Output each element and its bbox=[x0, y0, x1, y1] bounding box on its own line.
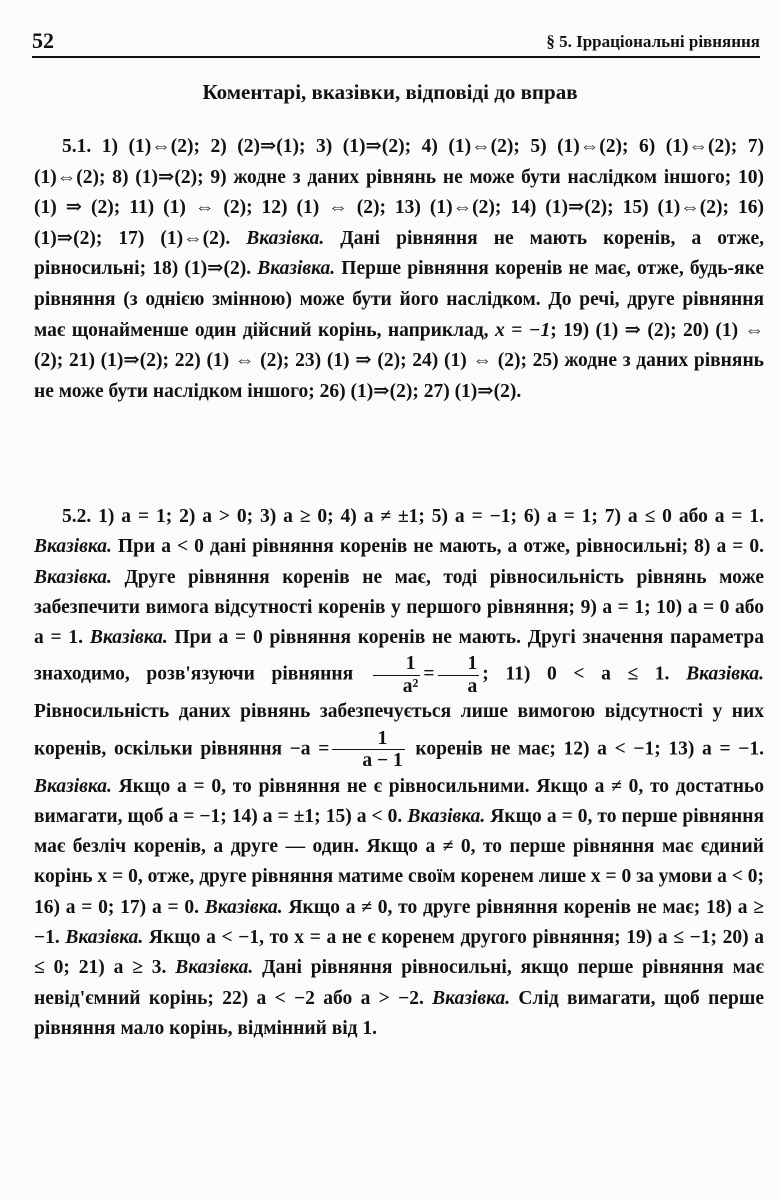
fraction-denominator: a² bbox=[402, 675, 419, 697]
hint-label: Вказівка. bbox=[246, 227, 325, 249]
answer-text: ; 11) 0 < a ≤ 1. bbox=[482, 663, 687, 685]
answer-text: коренів не має; 12) a < −1; 13) a = −1. bbox=[415, 738, 764, 760]
hint-label: Вказівка. bbox=[34, 536, 112, 558]
answer-text: Якщо a < −1, то x = a не є коренем другого рівняння; 19) a ≤ −1; 20) a ≤ 0; 21) a ≥ 3. bbox=[34, 927, 764, 979]
answer-text: Дані рівняння не мають коренів, а отже, рівносильні; 18) (1)⇒(2). bbox=[34, 227, 764, 280]
exercise-5-2-answers bbox=[34, 502, 764, 1044]
hint-label: Вказівка. bbox=[204, 896, 283, 918]
exercise-5-1-answers bbox=[34, 132, 764, 407]
answer-text: ; 19) (1) ⇒ (2); 20) (1) ⇔ (2); 21) (1)⇒(2); 22) (1) ⇔ (2); 23) (1) ⇒ (2); 24) (1) ⇔ (2); 25) жодне з даних рівнянь не може бути наслідком іншого; 26) (1)⇒(2); 27) (1)⇒(2). bbox=[34, 319, 765, 402]
fraction-denominator: a bbox=[467, 675, 478, 697]
answer-text: Якщо a = 0, то рівняння не є рівносильними. Якщо a ≠ 0, то достатньо вимагати, щоб a = −1; 14) a = ±1; 15) a < 0. bbox=[34, 775, 764, 827]
hint-label: Вказівка. bbox=[89, 627, 168, 649]
fraction bbox=[373, 653, 421, 697]
fraction-denominator: a − 1 bbox=[362, 750, 403, 772]
answer-text: Слід вимагати, щоб перше рівняння мало корінь, відмінний від 1. bbox=[34, 987, 764, 1039]
exercise-number: 5.1. bbox=[62, 136, 92, 157]
hint-label: Вказівка. bbox=[432, 987, 511, 1009]
hint-label: Вказівка. bbox=[34, 775, 112, 797]
answer-text: При a = 0 рівняння коренів не мають. Другі значення параметра знаходимо, розв'язуючи рівняння bbox=[34, 627, 764, 685]
equals-sign: = bbox=[423, 663, 435, 685]
fraction-numerator: 1 bbox=[373, 653, 421, 675]
running-header: § 5. Ірраціональні рівняння bbox=[546, 32, 760, 51]
answer-text: Якщо a = 0, то перше рівняння має безліч коренів, а друге — один. Якщо a ≠ 0, то перше рівняння має єдиний корінь x = 0, отже, друге рівняння матиме своїм коренем лише x = 0 за умови a < 0; 16) a = 0; 17) a = 0. bbox=[34, 805, 764, 918]
page-header bbox=[32, 26, 760, 58]
fraction-numerator: 1 bbox=[332, 728, 404, 750]
hint-label: Вказівка. bbox=[686, 663, 764, 685]
answer-text: При a < 0 дані рівняння коренів не мають, а отже, рівносильні; 8) a = 0. bbox=[111, 536, 764, 558]
hint-label: Вказівка. bbox=[65, 927, 144, 949]
answer-text: Рівносильність даних рівнянь забезпечується лише вимогою відсутності у них коренів, оскільки рівняння −a = bbox=[34, 701, 764, 760]
hint-label: Вказівка. bbox=[175, 957, 254, 979]
page-number: 52 bbox=[32, 28, 54, 53]
answer-text: 1) (1)⇔(2); 2) (2)⇒(1); 3) (1)⇒(2); 4) (1)⇔(2); 5) (1)⇔(2); 6) (1)⇔(2); 7) (1)⇔(2); 8) (1)⇒(2); 9) жодне з даних рівнянь не може бути наслідком іншого; 10) (1) ⇒ (2); 11) (1) ⇔ (2); 12) (1) ⇔ (2); 13) (1)⇔(2); 14) (1)⇒(2); 15) (1)⇔(2); 16) (1)⇒(2); 17) (1)⇔(2). bbox=[34, 136, 765, 249]
hint-label: Вказівка. bbox=[257, 258, 336, 280]
fraction bbox=[438, 653, 480, 697]
hint-label: Вказівка. bbox=[407, 805, 486, 827]
answer-text: Перше рівняння коренів не має, отже, будь-яке рівняння (з однією змінною) може бути його наслідком. До речі, друге рівняння має щонайменше один дійсний корінь, наприклад, bbox=[34, 258, 764, 341]
fraction bbox=[332, 728, 404, 772]
answer-text: Дані рівняння рівносильні, якщо перше рівняння має невід'ємний корінь; 22) a < −2 або a > −2. bbox=[34, 957, 764, 1009]
hint-label: Вказівка. bbox=[34, 566, 112, 588]
answer-text: Якщо a ≠ 0, то друге рівняння коренів не має; 18) a ≥ −1. bbox=[34, 896, 764, 949]
math-expression: x = −1 bbox=[494, 319, 551, 341]
fraction-numerator: 1 bbox=[438, 653, 480, 675]
section-title: Коментарі, вказівки, відповіді до вправ bbox=[202, 80, 578, 104]
exercise-number: 5.2. bbox=[62, 506, 92, 527]
answer-text: Друге рівняння коренів не має, тоді рівносильність рівнянь може забезпечити вимога відсутності коренів у першого рівняння; 9) a = 1; 10) a = 0 або a = 1. bbox=[34, 566, 764, 649]
answer-text: 1) a = 1; 2) a > 0; 3) a ≥ 0; 4) a ≠ ±1; 5) a = −1; 6) a = 1; 7) a ≤ 0 або a = 1. bbox=[91, 506, 764, 527]
